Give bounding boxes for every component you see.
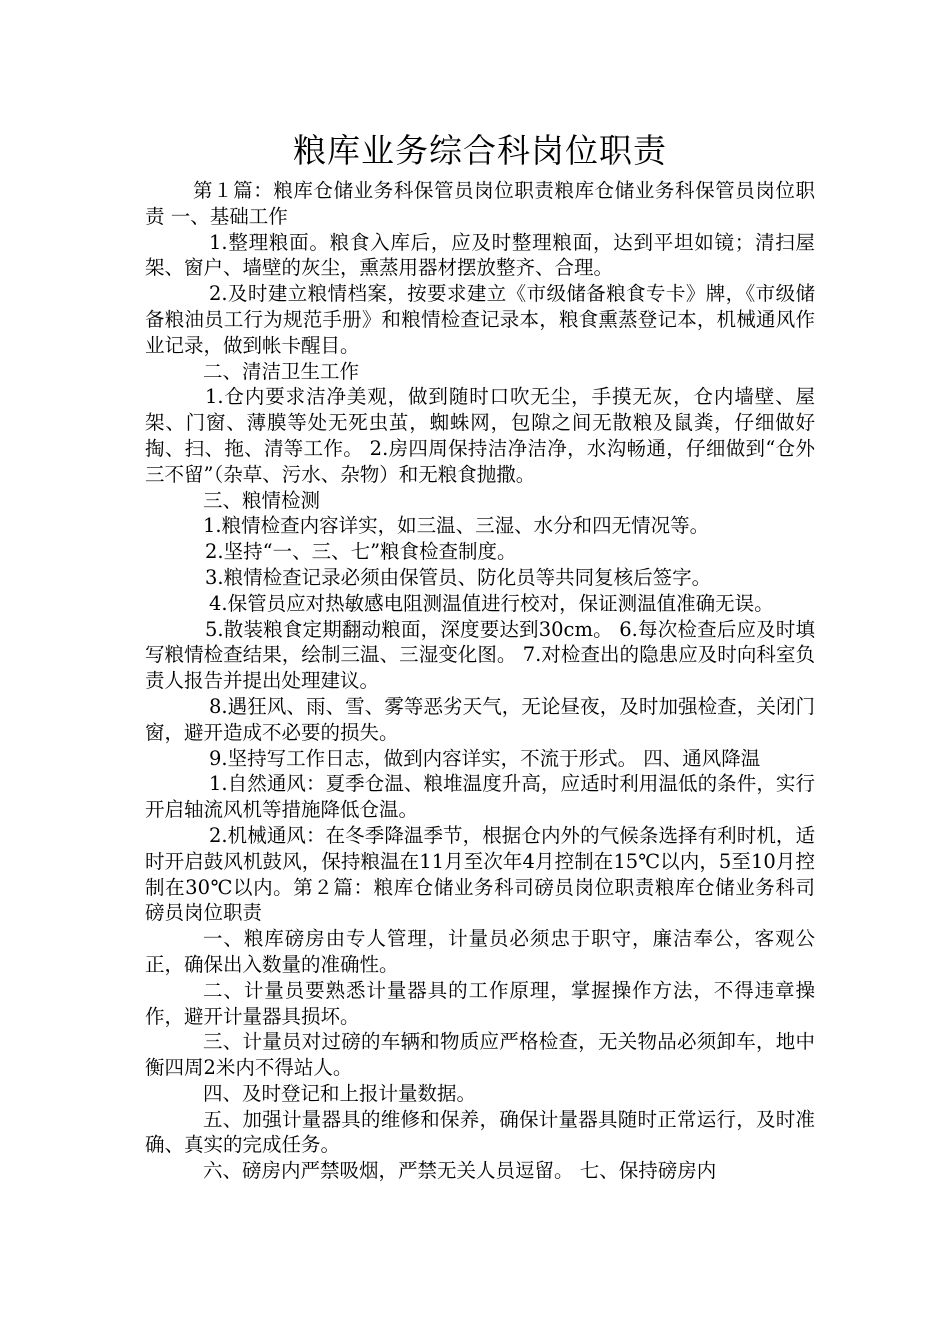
paragraph: 一、粮库磅房由专人管理，计量员必须忠于职守，廉洁奉公，客观公正，确保出入数量的准确性。 [145,927,815,976]
paragraph: 2.及时建立粮情档案，按要求建立《市级储备粮食专卡》牌，《市级储备粮油员工行为规范手册》和粮情检查记录本，粮食熏蒸登记本，机械通风作业记录，做到帐卡醒目。 [145,282,815,357]
paragraph: 1.自然通风：夏季仓温、粮堆温度升高，应适时利用温低的条件，实行开启轴流风机等措施降低仓温。 [145,772,815,822]
paragraph: 1.仓内要求洁净美观，做到随时口吹无尘，手摸无灰，仓内墙壁、屋架、门窗、薄膜等处无死虫茧，蜘蛛网，包隙之间无散粮及鼠粪，仔细做好掏、扫、拖、清等工作。 2.房四周保持洁净洁净，水沟畅通，仔细做到“仓外三不留”（杂草、污水、杂物）和无粮食抛撒。 [145,385,815,486]
paragraph: 2.坚持“一、三、七”粮食检查制度。 [205,540,517,564]
document-title: 粮库业务综合科岗位职责 [293,131,667,170]
paragraph: 1.粮情检查内容详实，如三温、三湿、水分和四无情况等。 [203,514,710,538]
section-heading: 三、粮情检测 [203,488,321,512]
paragraph: 第１篇：粮库仓储业务科保管员岗位职责粮库仓储业务科保管员岗位职责 一、基础工作 [145,179,815,228]
paragraph: 六、磅房内严禁吸烟，严禁无关人员逗留。 七、保持磅房内 [203,1159,717,1183]
paragraph: 三、计量员对过磅的车辆和物质应严格检查，无关物品必须卸车，地中衡四周2米内不得站人。 [145,1030,815,1080]
section-heading: 二、清洁卫生工作 [203,359,360,383]
paragraph: 2.机械通风：在冬季降温季节，根据仓内外的气候条选择有利时机，适时开启鼓风机鼓风，保持粮温在11月至次年4月控制在15℃以内，5至10月控制在30℃以内。第２篇：粮库仓储业务科司磅员岗位职责粮库仓储业务科司磅员岗位职责 [145,823,815,925]
paragraph: 4.保管员应对热敏感电阻测温值进行校对，保证测温值准确无误。 [209,591,774,615]
paragraph: 3.粮情检查记录必须由保管员、防化员等共同复核后签字。 [205,565,712,589]
paragraph: 5.散装粮食定期翻动粮面，深度要达到30cm。 6.每次检查后应及时填写粮情检查结果，绘制三温、三湿变化图。 7.对检查出的隐患应及时向科室负责人报告并提出处理建议。 [145,617,815,693]
paragraph: 四、及时登记和上报计量数据。 [203,1081,477,1105]
paragraph: 五、加强计量器具的维修和保养，确保计量器具随时正常运行，及时准确、真实的完成任务。 [145,1107,815,1157]
paragraph: 9.坚持写工作日志，做到内容详实，不流于形式。 四、通风降温 [209,746,761,770]
paragraph: 8.遇狂风、雨、雪、雾等恶劣天气，无论昼夜，及时加强检查，关闭门窗，避开造成不必要的损失。 [145,694,815,744]
paragraph: 二、计量员要熟悉计量器具的工作原理，掌握操作方法，不得违章操作，避开计量器具损坏。 [145,978,815,1028]
paragraph: 1.整理粮面。粮食入库后，应及时整理粮面，达到平坦如镜；清扫屋架、窗户、墙壁的灰尘，熏蒸用器材摆放整齐、合理。 [145,230,815,280]
document-page [145,128,815,1184]
